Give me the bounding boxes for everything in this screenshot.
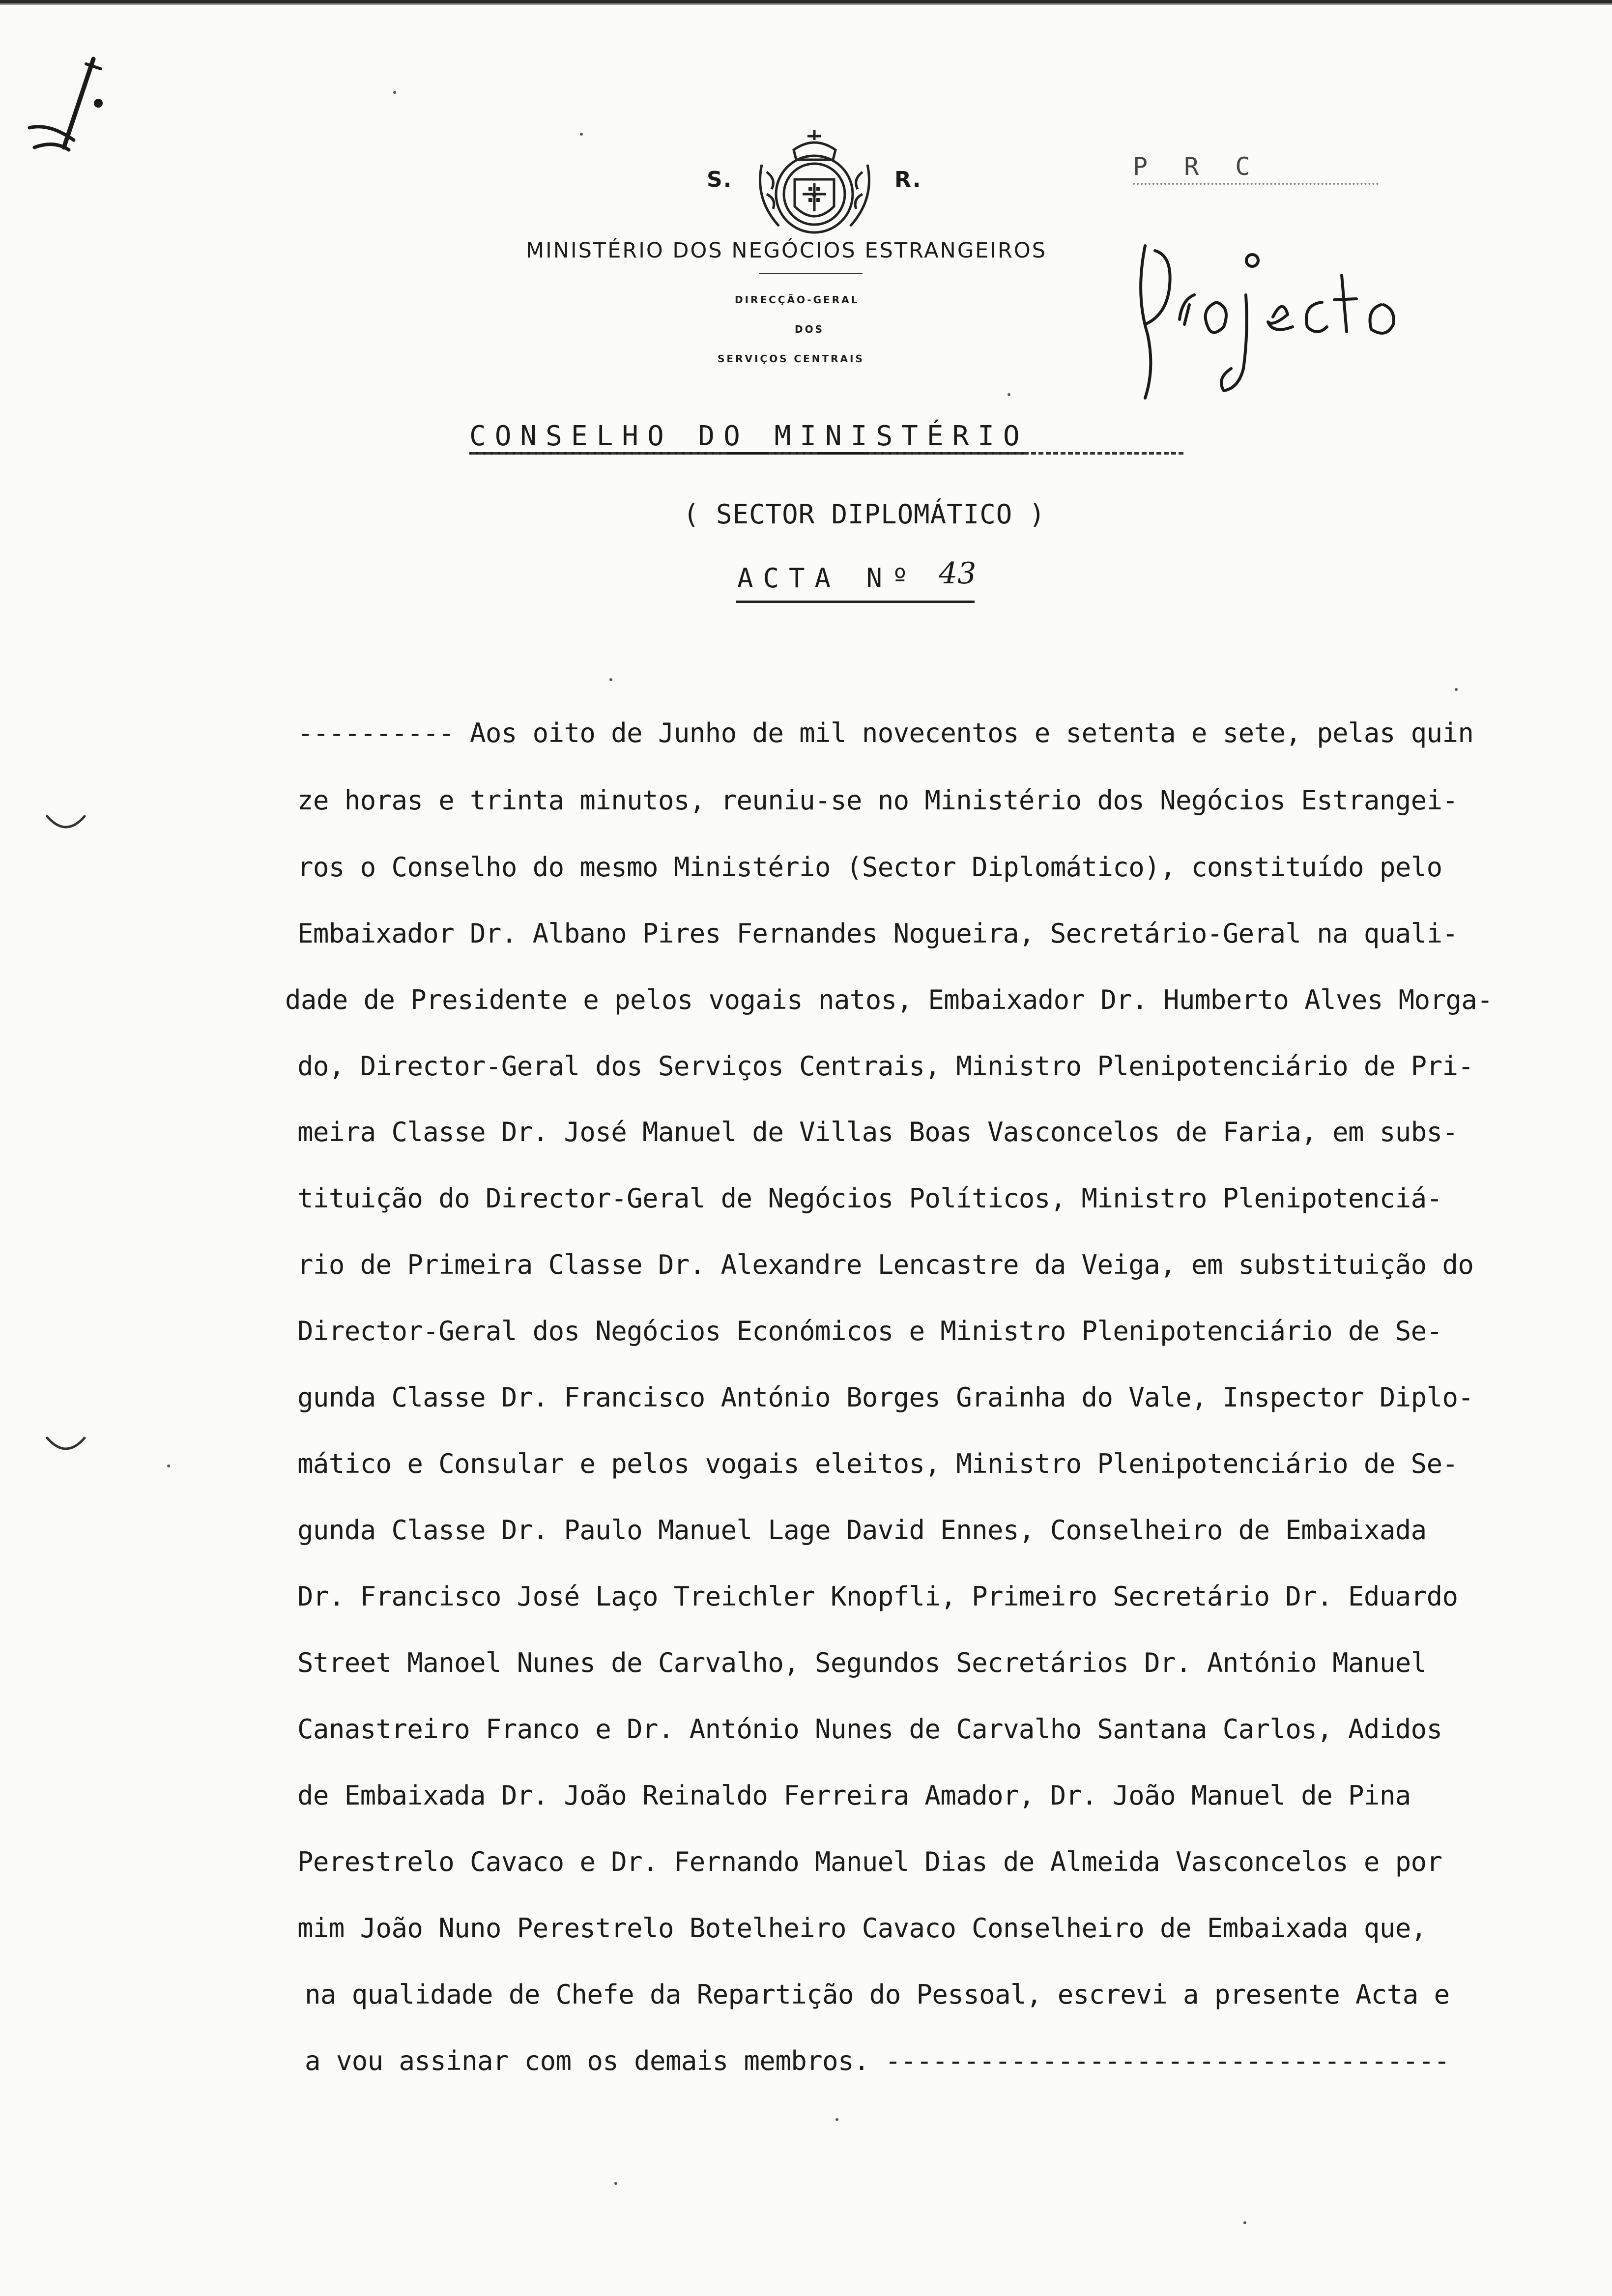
letter-s: S. <box>707 167 733 192</box>
letter-r: R. <box>894 167 922 192</box>
body-line: na qualidade de Chefe da Repartição do Pessoal, escrevi a presente Acta e <box>305 1979 1450 2010</box>
body-line: ---------- Aos oito de Junho de mil novecentos e setenta e sete, pelas quin <box>297 718 1474 748</box>
department-line-3: SERVIÇOS CENTRAIS <box>718 353 864 365</box>
body-line: de Embaixada Dr. João Reinaldo Ferreira Amador, Dr. João Manuel de Pina <box>297 1780 1411 1811</box>
margin-punch-mark <box>45 813 86 833</box>
body-line: tituição do Director-Geral de Negócios Políticos, Ministro Plenipotenciá- <box>297 1183 1442 1214</box>
acta-label: ACTA Nº <box>737 563 918 594</box>
body-line: rio de Primeira Classe Dr. Alexandre Lencastre da Veiga, em substituição do <box>297 1249 1474 1280</box>
speck <box>609 678 612 681</box>
acta-underline <box>736 601 975 603</box>
department-line-1: DIRECÇÃO-GERAL <box>735 294 860 306</box>
speck <box>580 133 583 136</box>
body-line: dade de Presidente e pelos vogais natos, Embaixador Dr. Humberto Alves Morga- <box>285 984 1493 1015</box>
ministry-divider <box>759 273 863 274</box>
speck <box>1455 688 1458 691</box>
faded-stamp: P R C <box>1133 152 1261 181</box>
coat-of-arms-emblem <box>749 125 880 241</box>
speck <box>614 2182 617 2185</box>
body-line: gunda Classe Dr. Paulo Manuel Lage David Ennes, Conselheiro de Embaixada <box>297 1515 1427 1546</box>
folio-mark <box>20 49 108 162</box>
title-dashed-underline-1 <box>471 452 726 457</box>
body-line: do, Director-Geral dos Serviços Centrais, Ministro Plenipotenciário de Pri- <box>297 1051 1474 1082</box>
body-line: mático e Consular e pelos vogais eleitos, Ministro Plenipotenciário de Se- <box>297 1448 1458 1479</box>
document-title: CONSELHO DO MINISTÉRIO <box>469 420 1029 452</box>
stamp-dotted-underline <box>1133 183 1379 187</box>
body-line: meira Classe Dr. José Manuel de Villas Boas Vasconcelos de Faria, em subs- <box>297 1117 1458 1148</box>
body-line: Dr. Francisco José Laço Treichler Knopfli, Primeiro Secretário Dr. Eduardo <box>297 1581 1458 1612</box>
department-line-2: DOS <box>795 323 825 335</box>
speck <box>1008 393 1010 396</box>
body-line: Canastreiro Franco e Dr. António Nunes de Carvalho Santana Carlos, Adidos <box>297 1714 1442 1745</box>
speck <box>1243 2221 1246 2224</box>
speck <box>167 1464 170 1467</box>
speck <box>835 2118 838 2121</box>
sector-subtitle: ( SECTOR DIPLOMÁTICO ) <box>683 499 1046 530</box>
speck <box>393 91 396 94</box>
body-line: a vou assinar com os demais membros. ------------------------------------ <box>305 2045 1450 2076</box>
body-line: Director-Geral dos Negócios Económicos e Ministro Plenipotenciário de Se- <box>297 1316 1442 1347</box>
acta-number: 43 <box>939 556 977 591</box>
margin-punch-mark <box>45 1435 86 1455</box>
title-dashed-underline-3 <box>869 452 1183 457</box>
body-line: Perestrelo Cavaco e Dr. Fernando Manuel Dias de Almeida Vasconcelos e por <box>297 1846 1442 1877</box>
body-line: Street Manoel Nunes de Carvalho, Segundos Secretários Dr. António Manuel <box>297 1647 1427 1678</box>
body-line: Embaixador Dr. Albano Pires Fernandes Nogueira, Secretário-Geral na quali- <box>297 918 1458 949</box>
top-edge-shadow <box>0 3 1612 5</box>
handwritten-projecto-note <box>1125 221 1469 408</box>
ministry-name: MINISTÉRIO DOS NEGÓCIOS ESTRANGEIROS <box>526 238 1047 263</box>
title-dashed-underline-2 <box>769 452 817 457</box>
body-line: gunda Classe Dr. Francisco António Borges Grainha do Vale, Inspector Diplo- <box>297 1382 1474 1413</box>
body-line: ros o Conselho do mesmo Ministério (Sector Diplomático), constituído pelo <box>297 852 1442 883</box>
top-edge-line <box>0 0 1612 3</box>
body-line: mim João Nuno Perestrelo Botelheiro Cavaco Conselheiro de Embaixada que, <box>297 1913 1427 1944</box>
body-line: ze horas e trinta minutos, reuniu-se no Ministério dos Negócios Estrangei- <box>297 785 1458 816</box>
